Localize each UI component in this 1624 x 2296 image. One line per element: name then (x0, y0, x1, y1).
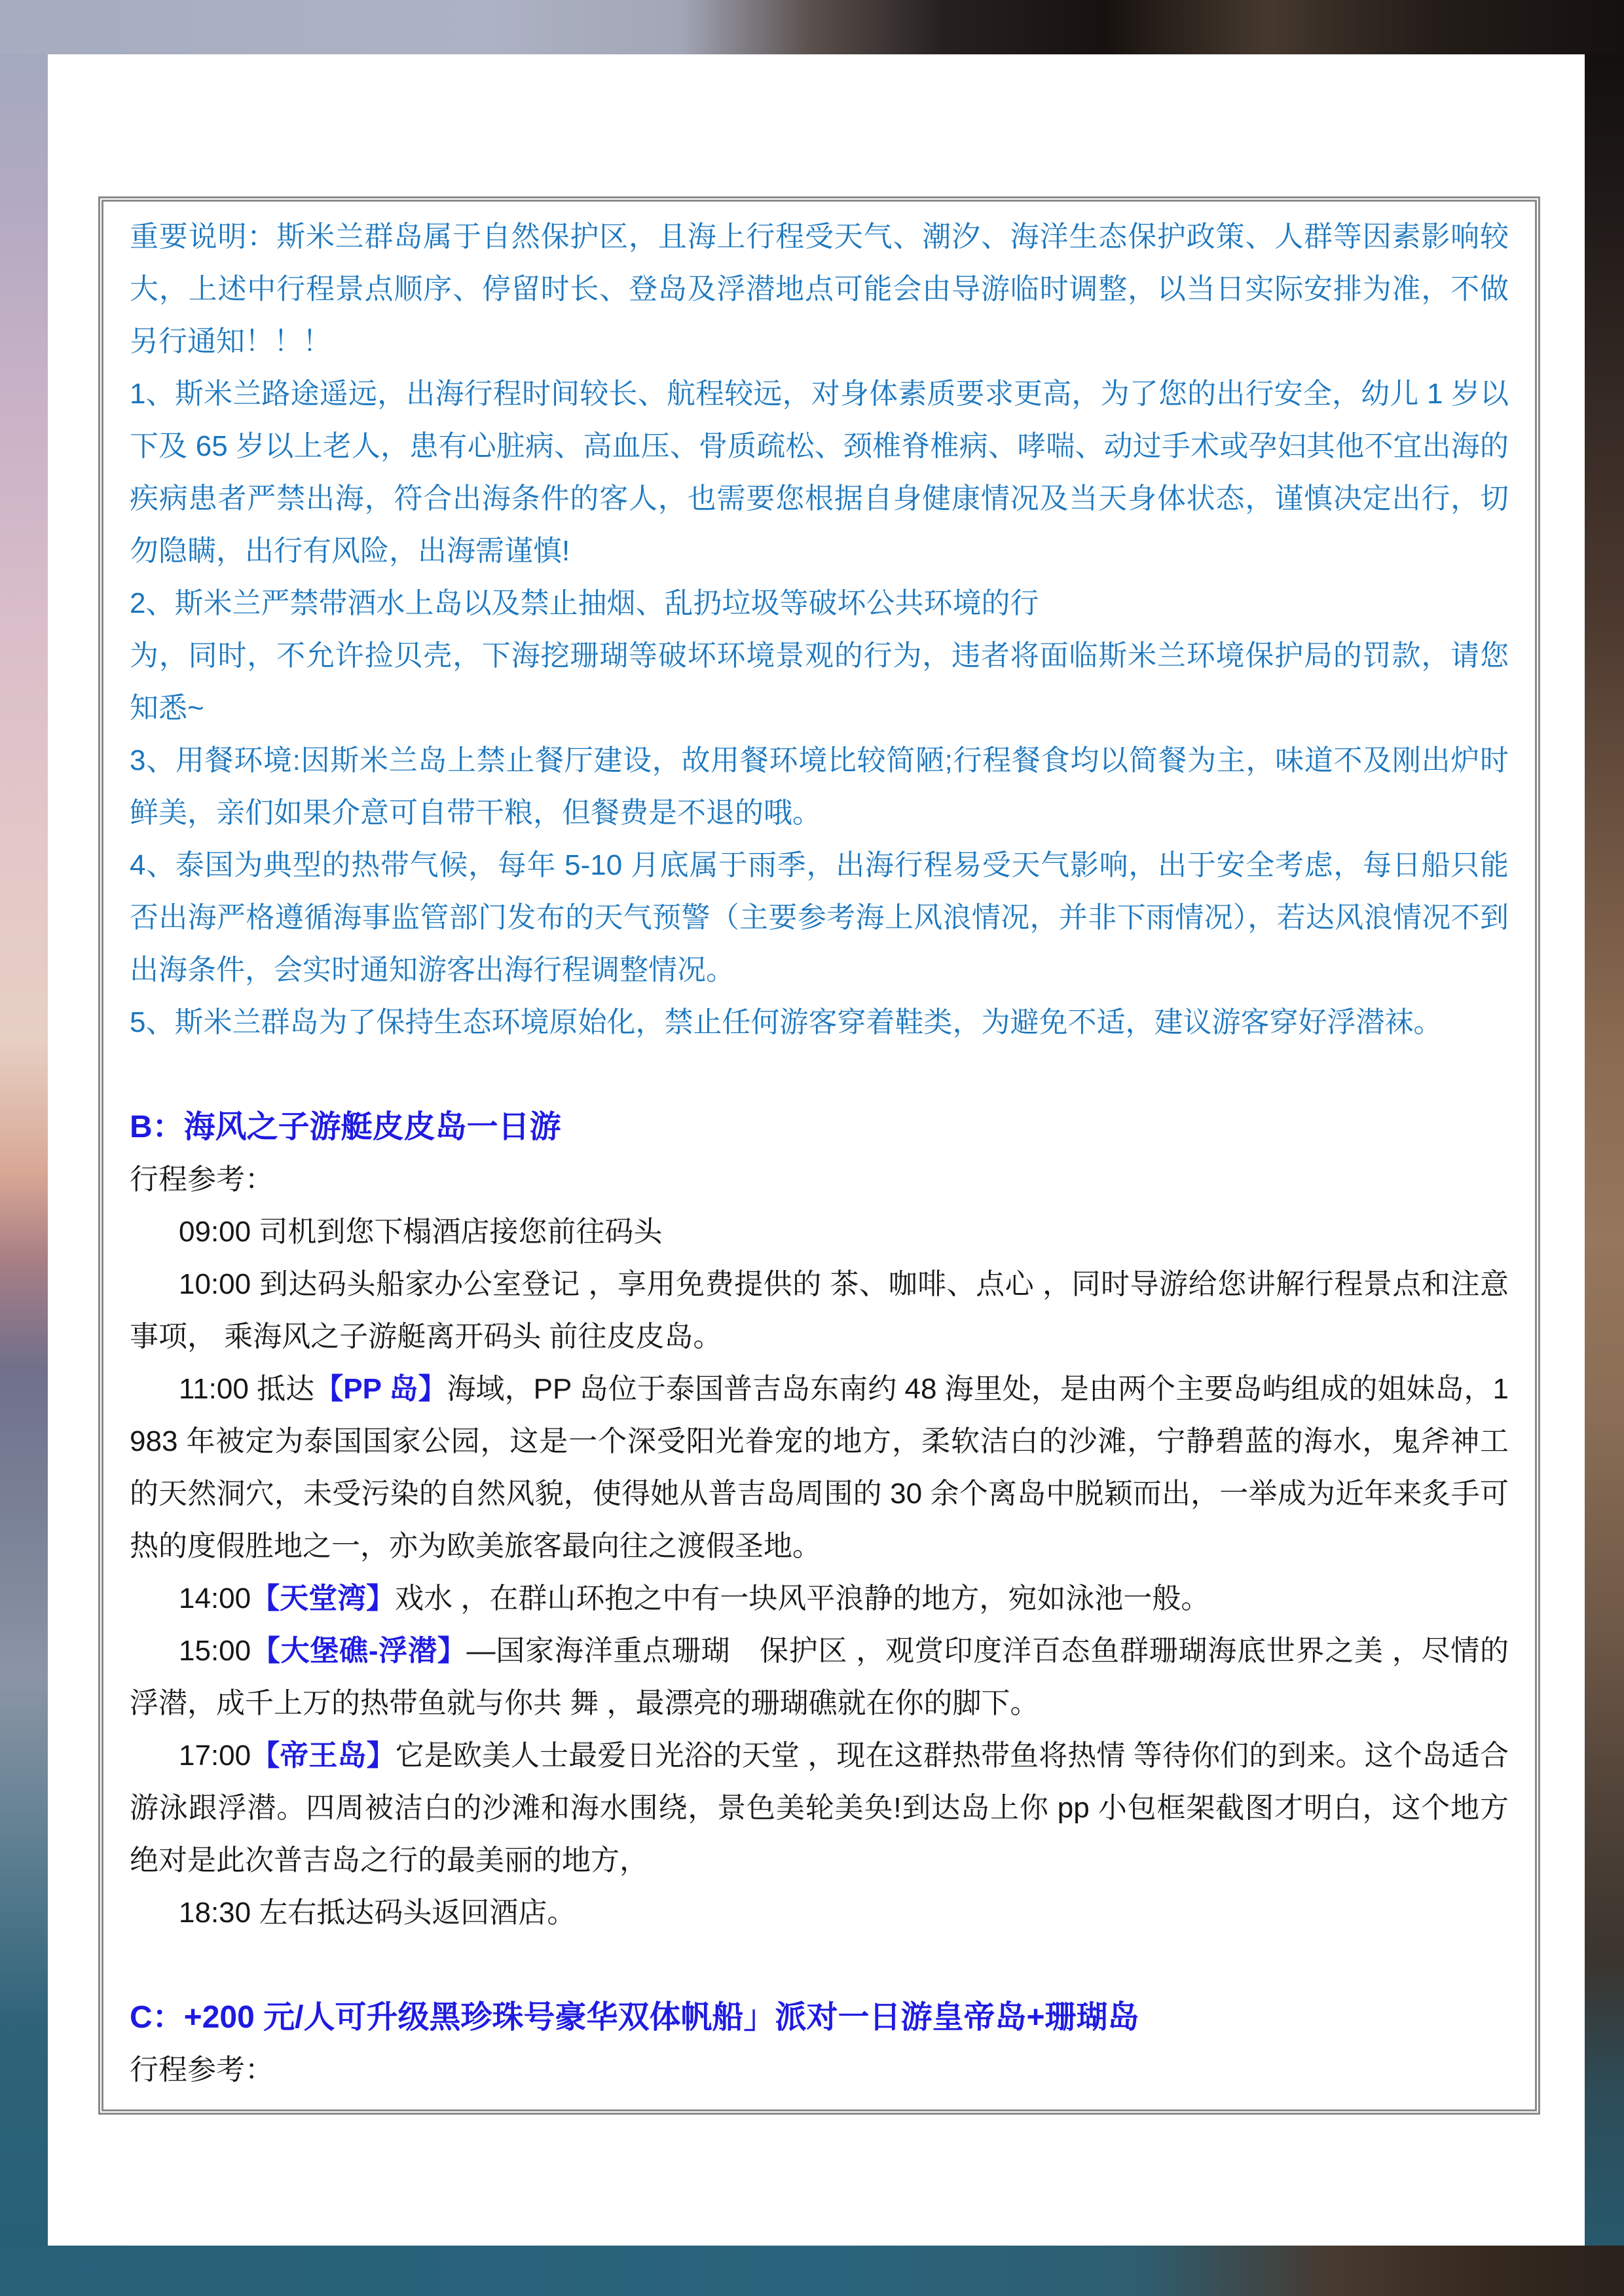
background-photo-sky-and-boat (0, 0, 1624, 54)
highlighted-poi-name: 【PP 岛】 (314, 1373, 447, 1405)
text-run: 行程参考： (130, 2054, 274, 2086)
background-photo-sunset-sea (0, 54, 48, 2246)
text-run: 10:00 到达码头船家办公室登记 ，享用免费提供的 茶、咖啡、点心 ，同时导游给您讲解行程景点和注意事项， 乘海风之子游艇离开码头 前往皮皮岛。 (130, 1268, 1509, 1353)
text-run: 4、泰国为典型的热带气候，每年 5-10 月底属于雨季，出海行程易受天气影响，出于安全考虑，每日船只能否出海严格遵循海事监管部门发布的天气预警（主要参考海上风浪情况，并非下雨情况），若达风浪情况不到出海条件，会实时通知游客出海行程调整情况。 (130, 849, 1509, 986)
highlighted-poi-name: 【帝王岛】 (251, 1740, 396, 1772)
section-b-subtitle (130, 1154, 1509, 1206)
notice-item-4 (130, 839, 1509, 996)
background-photo-boat-deck (1585, 54, 1624, 2246)
text-run: 09:00 司机到您下榻酒店接您前往码头 (179, 1216, 663, 1248)
text-run: 11:00 抵达 (179, 1373, 315, 1405)
spacer-1 (130, 1049, 1509, 1101)
text-run: 3、用餐环境:因斯米兰岛上禁止餐厅建设，故用餐环境比较简陋;行程餐食均以简餐为主，味道不及刚出炉时鲜美，亲们如果介意可自带干粮，但餐费是不退的哦。 (130, 744, 1509, 829)
schedule-1830 (130, 1887, 1509, 1939)
text-run: C：+200 元/人可升级黑珍珠号豪华双体帆船」派对一日游皇帝岛+珊瑚岛 (130, 2000, 1139, 2035)
spacer-2 (130, 1939, 1509, 1992)
notice-item-3 (130, 735, 1509, 839)
notice-item-2b (130, 630, 1509, 735)
text-run: 1、斯米兰路途遥远，出海行程时间较长、航程较远，对身体素质要求更高，为了您的出行安全，幼儿 1 岁以下及 65 岁以上老人，患有心脏病、高血压、骨质疏松、颈椎脊椎病、哮喘、动过手术或孕妇其他不宜出海的疾病患者严禁出海，符合出海条件的客人，也需要您根据自身健康情况及当天身体状态，谨慎决定出行，切勿隐瞒，出行有风险，出海需谨慎! (130, 378, 1509, 567)
text-run: 2、斯米兰严禁带酒水上岛以及禁止抽烟、乱扔垃圾等破坏公共环境的行 (130, 587, 1039, 619)
schedule-1700 (130, 1730, 1509, 1887)
text-run: 它是欧美人士最爱日光浴的天堂 ，现在这群热带鱼将热情 等待你们的到来。这个岛适合游泳跟浮潜。四周被洁白的沙滩和海水围绕，景色美轮美奂!到达岛上你 pp 小包框架截图才明白，这个地方绝对是此次普吉岛之行的最美丽的地方， (130, 1740, 1509, 1876)
schedule-1000 (130, 1258, 1509, 1363)
highlighted-poi-name: 【天堂湾】 (251, 1582, 396, 1614)
section-c-heading (130, 1992, 1509, 2044)
background-photo-pool-water (0, 2246, 1624, 2296)
section-b-heading (130, 1101, 1509, 1154)
text-run: 14:00 (179, 1582, 251, 1614)
notice-item-1 (130, 368, 1509, 577)
notice-item-5 (130, 996, 1509, 1049)
text-run: 18:30 左右抵达码头返回酒店。 (179, 1897, 576, 1929)
schedule-1400 (130, 1573, 1509, 1625)
text-run: 重要说明：斯米兰群岛属于自然保护区，且海上行程受天气、潮汐、海洋生态保护政策、人群等因素影响较大，上述中行程景点顺序、停留时长、登岛及浮潜地点可能会由导游临时调整，以当日实际安排为准，不做另行通知！！！ (130, 221, 1509, 357)
notice-frame (98, 196, 1540, 2115)
text-run: B：海风之子游艇皮皮岛一日游 (130, 1110, 561, 1144)
text-run: 戏水 ，在群山环抱之中有一块风平浪静的地方，宛如泳池一般。 (395, 1582, 1210, 1614)
text-run: 行程参考： (130, 1163, 274, 1195)
document-page (48, 54, 1585, 2246)
highlighted-poi-name: 【大堡礁-浮潜】 (251, 1635, 467, 1667)
notice-intro (130, 211, 1509, 368)
text-run: 海域，PP 岛位于泰国普吉岛东南约 48 海里处，是由两个主要岛屿组成的姐妹岛，1983 年被定为泰国国家公园，这是一个深受阳光眷宠的地方，柔软洁白的沙滩，宁静碧蓝的海水，鬼斧神工的天然洞穴，未受污染的自然风貌，使得她从普吉岛周围的 30 余个离岛中脱颖而出，一举成为近年来炙手可热的度假胜地之一，亦为欧美旅客最向往之渡假圣地。 (130, 1373, 1509, 1562)
schedule-1100 (130, 1363, 1509, 1573)
text-run: 为，同时，不允许捡贝壳，下海挖珊瑚等破坏环境景观的行为，违者将面临斯米兰环境保护局的罚款，请您知悉~ (130, 640, 1509, 724)
notice-item-2a (130, 577, 1509, 630)
text-run: 15:00 (179, 1635, 251, 1667)
schedule-0900 (130, 1206, 1509, 1258)
text-run: 5、斯米兰群岛为了保持生态环境原始化，禁止任何游客穿着鞋类，为避免不适，建议游客穿好浮潜袜。 (130, 1006, 1443, 1038)
text-run: 17:00 (179, 1740, 251, 1772)
schedule-1500 (130, 1625, 1509, 1730)
section-c-subtitle (130, 2044, 1509, 2096)
text-run: —国家海洋重点珊瑚 保护区 ，观赏印度洋百态鱼群珊瑚海底世界之美 ，尽情的浮潜，成千上万的热带鱼就与你共 舞 ，最漂亮的珊瑚礁就在你的脚下。 (130, 1635, 1509, 1719)
